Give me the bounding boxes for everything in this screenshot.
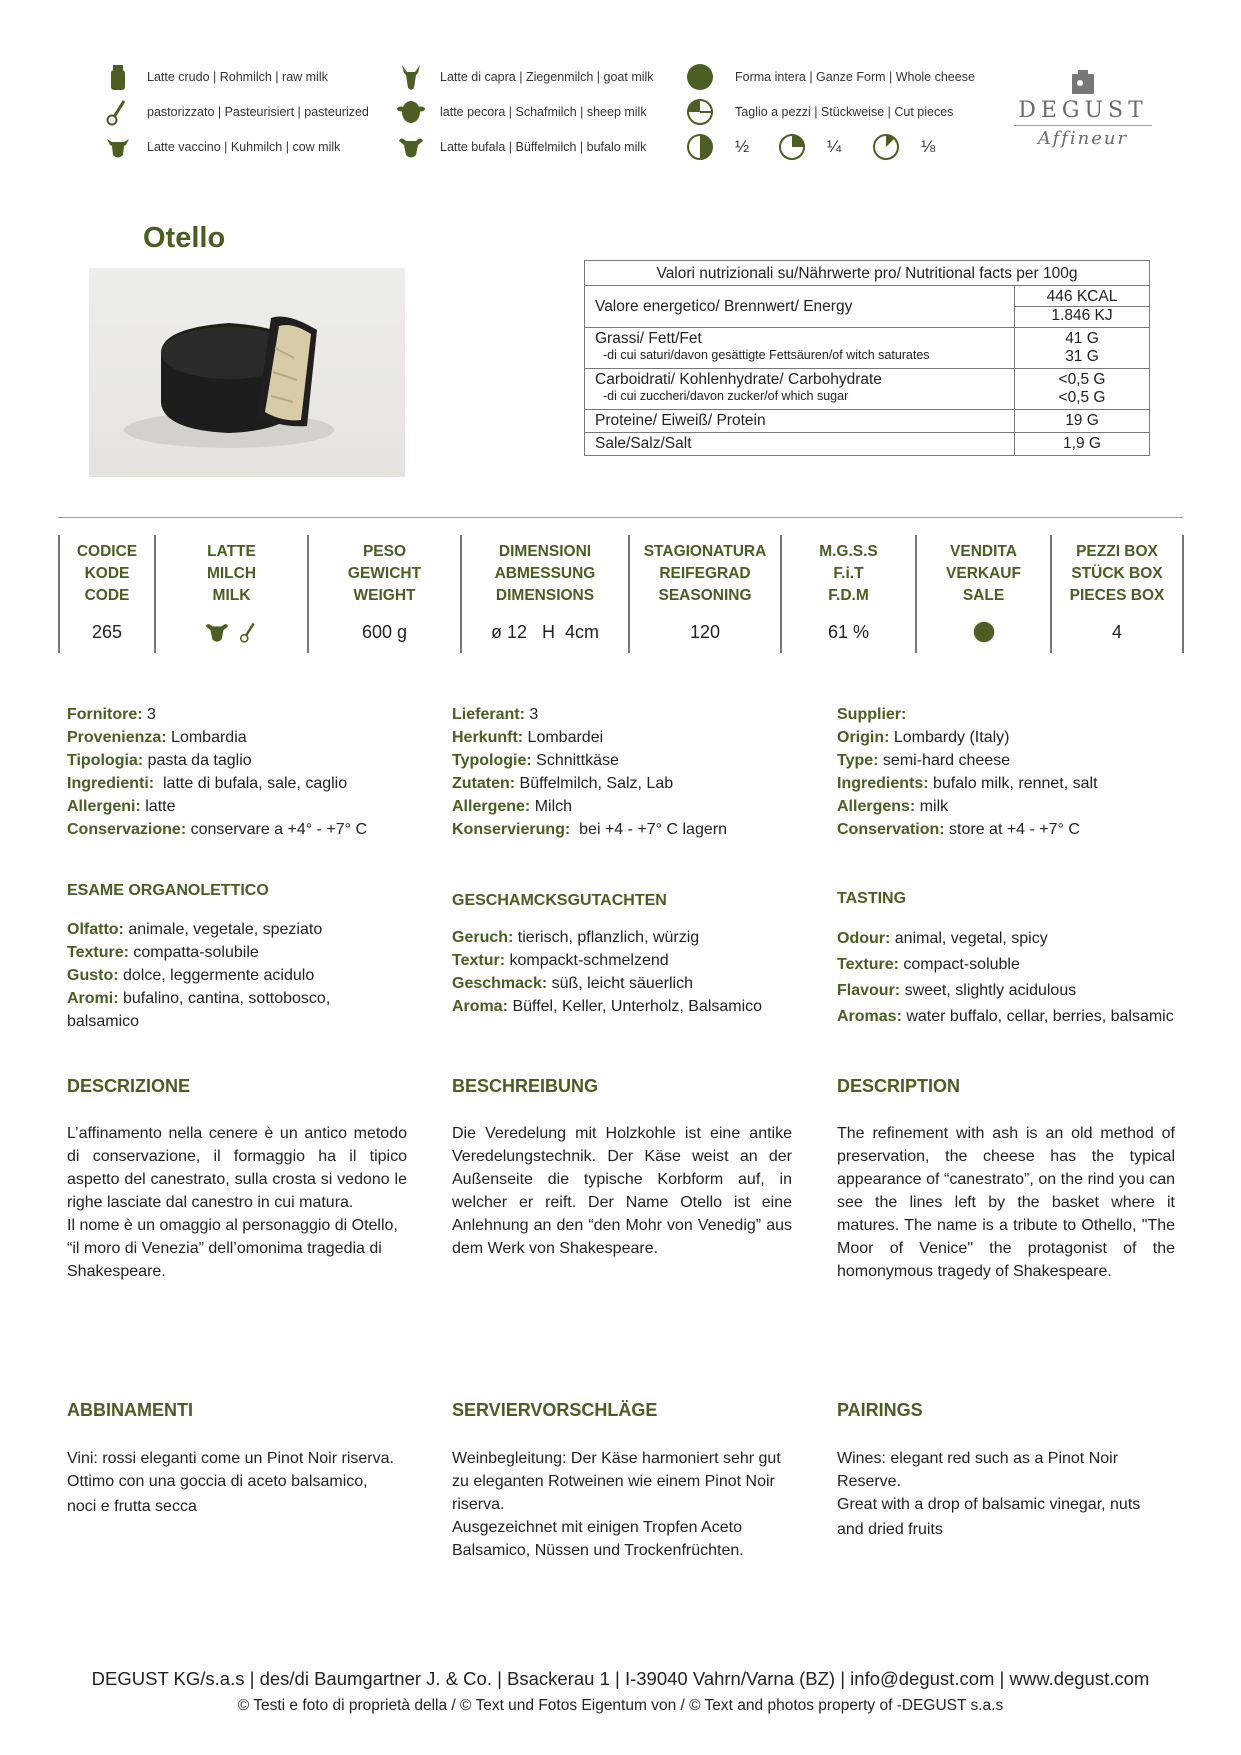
footer-contact: DEGUST KG/s.a.s | des/di Baumgartner J. & Co. | Bsackerau 1 | I-39040 Vahrn/Varna (BZ) | info@degust.com | www.degust.com: [91, 1668, 1150, 1689]
legend-cut-pieces: [685, 97, 953, 127]
sugar-value: <0,5 G: [1058, 389, 1106, 406]
nutrition-row-energy: [585, 286, 1149, 328]
salt-value: 1,9 G: [1063, 435, 1101, 452]
spec-fdm-value: 61 %: [827, 621, 870, 642]
pairings-it-text: Vini: rossi eleganti come un Pinot Noir riserva. Ottimo con una goccia di aceto balsamico, noci e frutta secca: [67, 1450, 394, 1515]
goat-icon: [396, 62, 426, 92]
pairings-en-text: Wines: elegant red such as a Pinot Noir Reserve. Great with a drop of balsamic vinegar, nuts and dried fruits: [837, 1450, 1141, 1538]
cheese-logo-icon: [1070, 70, 1096, 96]
spec-pieces-value: 4: [1111, 621, 1122, 642]
legend-goat-milk-label: Latte di capra | Ziegenmilch | goat milk: [440, 70, 654, 84]
spec-seasoning: STAGIONATURA REIFEGRAD SEASONING 120: [630, 535, 780, 653]
nutrition-row-fat: [585, 328, 1149, 369]
nutrition-header: Valori nutrizionali su/Nährwerte pro/ Nutritional facts per 100g: [585, 261, 1149, 286]
desc-en-title: DESCRIPTION: [837, 1076, 961, 1096]
legend-pasteurized: [103, 97, 369, 127]
thermometer-icon: [103, 97, 133, 127]
legend-half-label: ½: [735, 137, 750, 156]
legend-bufalo-milk-label: Latte bufala | Büffelmilch | bufalo milk: [440, 140, 647, 154]
protein-label: Proteine/ Eiweiß/ Protein: [585, 410, 1015, 432]
divider: [58, 517, 1183, 518]
pairings-de-title: SERVIERVORSCHLÄGE: [452, 1400, 658, 1420]
nutrition-table: [584, 260, 1150, 456]
pairings-en-title: PAIRINGS: [837, 1400, 923, 1420]
desc-en-text: The refinement with ash is an old method of preservation, the cheese has the typical appearance of “canestrato”, on the rind you can see the lines left by the basket where it matures. The name is a tribute to Othello, "The Moor of Venice" the protagonist of the homonymous tragedy of Shakespeare.: [837, 1125, 1175, 1280]
thermometer-icon: [238, 619, 260, 645]
legend-fractions: [685, 132, 935, 162]
cut-pieces-icon: [685, 97, 715, 127]
legend-eighth-label: ⅛: [921, 137, 936, 156]
product-photo: [89, 268, 405, 477]
logo-brand: DEGUST: [1018, 98, 1148, 123]
info-it: Fornitore: 3 Provenienza: Lombardia Tipologia: pasta da taglio Ingredienti: latte di bufala, sale, caglio Allergeni: latte Conservazione: conservare a +4° - +7° C: [67, 706, 368, 838]
spec-code-value: 265: [91, 621, 123, 642]
legend-goat-milk: [396, 62, 654, 92]
logo-subtitle: Affineur: [1037, 128, 1129, 149]
info-de: Lieferant: 3 Herkunft: Lombardei Typologie: Schnittkäse Zutaten: Büffelmilch, Salz, Lab Allergene: Milch Konservierung: bei +4 - +7° C lagern: [452, 706, 727, 838]
spec-pieces: PEZZI BOX STÜCK BOX PIECES BOX 4: [1052, 535, 1182, 653]
tasting-de: Geruch: tierisch, pflanzlich, würzig Textur: kompackt-schmelzend Geschmack: süß, leicht säuerlich Aroma: Büffel, Keller, Unterholz, Balsamico: [452, 929, 763, 1015]
legend-bufalo-milk: [396, 132, 646, 162]
spec-dimensions: DIMENSIONI ABMESSUNG DIMENSIONS ø 12 H 4cm: [462, 535, 628, 653]
energy-label: Valore energetico/ Brennwert/ Energy: [585, 286, 1015, 327]
eighth-circle-icon: [871, 132, 901, 162]
spec-code: CODICE KODE CODE 265: [60, 535, 154, 653]
nutrition-row-carb: [585, 369, 1149, 410]
spec-milk: LATTE MILCH MILK: [156, 535, 307, 653]
desc-it-text: L’affinamento nella cenere è un antico metodo di conservazione, il formaggio ha il tipico aspetto del canestrato, sulla crosta si vedono le righe lasciate dal canestro in cui matura. Il nome è un omaggio al personaggio di Otello, “il moro di Venezia” dell’omonima tragedia di Shakespeare.: [67, 1125, 407, 1280]
legend-whole-cheese-label: Forma intera | Ganze Form | Whole cheese: [735, 70, 975, 84]
energy-kcal: 446 KCAL: [1015, 288, 1149, 307]
cow-icon: [103, 132, 133, 162]
legend-raw-milk-label: Latte crudo | Rohmilch | raw milk: [147, 70, 328, 84]
legend-cut-pieces-label: Taglio a pezzi | Stückweise | Cut pieces: [735, 105, 954, 119]
pairings-de-text: Weinbegleitung: Der Käse harmoniert sehr gut zu eleganten Rotweinen wie einem Pinot Noir riserva. Ausgezeichnet mit einigen Tropfen Aceto Balsamico, Nüssen und Trockenfrüchten.: [452, 1450, 781, 1559]
tasting-en: Odour: animal, vegetal, spicy Texture: compact-soluble Flavour: sweet, slightly acidulous Aromas: water buffalo, cellar, berries, balsamic: [837, 930, 1174, 1025]
desc-de-title: BESCHREIBUNG: [452, 1076, 599, 1096]
energy-kj: 1.846 KJ: [1051, 307, 1113, 324]
tasting-en-title: TASTING: [837, 890, 907, 907]
buffalo-icon: [204, 619, 230, 645]
pairings-it-title: ABBINAMENTI: [67, 1400, 193, 1420]
tasting-it: Olfatto: animale, vegetale, speziato Texture: compatta-solubile Gusto: dolce, leggermente acidulo Aromi: bufalino, cantina, sottobosco, balsamico: [67, 921, 331, 1030]
desc-de-text: Die Veredelung mit Holzkohle ist eine antike Veredelungstechnik. Der Käse weist an der Außenseite die typische Korbform auf, in welcher er reift. Der Name Otello ist eine Anlehnung an den “den Mohr von Venedig” aus dem Werk von Shakespeare.: [452, 1125, 792, 1257]
spec-fdm: M.G.S.S F.i.T F.D.M 61 %: [782, 535, 915, 653]
legend-pasteurized-label: pastorizzato | Pasteurisiert | pasteurized: [147, 105, 369, 119]
salt-label: Sale/Salz/Salt: [585, 433, 1015, 455]
nutrition-row-salt: [585, 433, 1149, 455]
whole-circle-icon: [973, 621, 995, 643]
spec-dimensions-value: ø 12 H 4cm: [490, 621, 600, 642]
sheep-icon: [396, 97, 426, 127]
carb-value: <0,5 G: [1058, 371, 1106, 388]
protein-value: 19 G: [1065, 412, 1099, 429]
fat-value: 41 G: [1065, 330, 1099, 347]
tasting-de-title: GESCHAMCKSGUTACHTEN: [452, 892, 667, 909]
spec-seasoning-value: 120: [689, 621, 721, 642]
spec-sale: VENDITA VERKAUF SALE: [917, 535, 1050, 653]
product-title: Otello: [143, 222, 226, 254]
legend-sheep-milk-label: latte pecora | Schafmilch | sheep milk: [440, 105, 647, 119]
fat-label: Grassi/ Fett/Fet: [595, 330, 702, 347]
whole-circle-icon: [685, 62, 715, 92]
legend-cow-milk: [103, 132, 340, 162]
nutrition-row-protein: [585, 410, 1149, 433]
half-circle-icon: [685, 132, 715, 162]
degust-logo: [1008, 70, 1158, 149]
saturates-value: 31 G: [1065, 348, 1099, 365]
tasting-it-title: ESAME ORGANOLETTICO: [67, 882, 269, 899]
spec-weight-value: 600 g: [361, 621, 408, 642]
carb-label: Carboidrati/ Kohlenhydrate/ Carbohydrate: [595, 371, 882, 388]
buffalo-icon: [396, 132, 426, 162]
legend-cow-milk-label: Latte vaccino | Kuhmilch | cow milk: [147, 140, 341, 154]
saturates-label: -di cui saturi/davon gesättigte Fettsäuren/of witch saturates: [603, 348, 930, 362]
sugar-label: -di cui zuccheri/davon zucker/of which sugar: [603, 389, 849, 403]
spec-weight: PESO GEWICHT WEIGHT 600 g: [309, 535, 460, 653]
info-en: Supplier: Origin: Lombardy (Italy) Type: semi-hard cheese Ingredients: bufalo milk, rennet, salt Allergens: milk Conservation: store at +4 - +7° C: [837, 706, 1098, 838]
legend-raw-milk: [103, 62, 328, 92]
quarter-circle-icon: [777, 132, 807, 162]
desc-it-title: DESCRIZIONE: [67, 1076, 191, 1096]
footer-copyright: © Testi e foto di proprietà della / © Text und Fotos Eigentum von / © Text and photos property of -DEGUST s.a.s: [237, 1697, 1004, 1714]
legend-whole-cheese: [685, 62, 975, 92]
legend-sheep-milk: [396, 97, 647, 127]
bottle-icon: [103, 62, 133, 92]
legend-quarter-label: ¼: [827, 137, 842, 156]
